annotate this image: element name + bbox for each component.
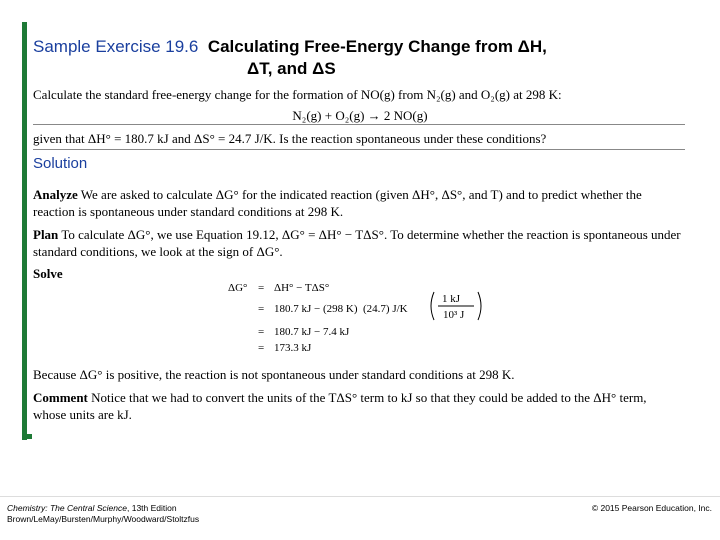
divider-bottom — [33, 149, 685, 150]
accent-bar — [22, 22, 27, 440]
title-line-2: ΔT, and ΔS — [247, 59, 336, 78]
accent-bar-cap — [22, 434, 32, 439]
footer-copyright: © 2015 Pearson Education, Inc. — [591, 503, 712, 513]
calc-row-2-c: 1 kJ — [442, 293, 461, 305]
comment-paragraph — [33, 389, 683, 423]
comment-label: Comment — [33, 390, 88, 405]
calc-row-1: ΔH° − TΔS° — [274, 282, 330, 294]
title-line-1: Calculating Free-Energy Change from ΔH, — [207, 37, 547, 56]
calc-row-4: 173.3 kJ — [274, 342, 312, 354]
calc-row-2-d: 10³ J — [443, 309, 465, 321]
exercise-number: Sample Exercise 19.6 — [33, 37, 199, 56]
calc-eq-4: = — [258, 342, 265, 354]
plan-label: Plan — [33, 227, 59, 242]
solution-heading: Solution — [33, 155, 88, 172]
divider-top — [33, 124, 685, 125]
calc-eq-1: = — [258, 282, 265, 294]
footer-citation — [7, 503, 199, 525]
calc-row-2-a: 180.7 kJ − (298 K) — [274, 303, 358, 315]
footer-divider — [0, 496, 720, 497]
footer-authors: Brown/LeMay/Bursten/Murphy/Woodward/Stoltzfus — [7, 514, 200, 524]
conclusion-text: Because ΔG° is positive, the reaction is not spontaneous under standard conditions at 298 K. — [33, 367, 515, 382]
footer-edition: , 13th Edition — [127, 503, 177, 513]
analyze-text: We are asked to calculate ΔG° for the indicated reaction (given ΔH°, ΔS°, and T) and to predict whether the reaction is spontaneous under standard conditions at 298 K. — [33, 187, 642, 219]
slide-title — [33, 36, 713, 80]
calc-eq-2: = — [258, 303, 265, 315]
free-energy-calculation — [228, 280, 488, 358]
solve-label: Solve — [33, 266, 63, 281]
analyze-label: Analyze — [33, 187, 78, 202]
calc-lhs: ΔG° — [228, 282, 248, 294]
problem-given: given that ΔH° = 180.7 kJ and ΔS° = 24.7 J/K. Is the reaction spontaneous under these conditions? — [33, 131, 547, 146]
plan-paragraph — [33, 226, 683, 260]
plan-text: To calculate ΔG°, we use Equation 19.12, ΔG° = ΔH° − TΔS°. To determine whether the reaction is spontaneous under standard conditions, we look at the sign of ΔG°. — [33, 227, 681, 259]
problem-statement: Calculate the standard free-energy change for the formation of NO(g) from N₂(g) and O₂(g) at 298 K: — [33, 87, 562, 102]
reaction-equation: N₂(g) + O₂(g) → 2 NO(g) — [292, 108, 428, 123]
right-paren — [478, 292, 481, 320]
calc-eq-3: = — [258, 326, 265, 338]
comment-text: Notice that we had to convert the units of the TΔS° term to kJ so that they could be added to the ΔH° term, whose units are kJ. — [33, 390, 647, 422]
calc-row-3: 180.7 kJ − 7.4 kJ — [274, 326, 350, 338]
footer-book-title: Chemistry: The Central Science — [7, 503, 127, 513]
left-paren — [431, 292, 434, 320]
calc-row-2-b: (24.7) J/K — [363, 303, 408, 315]
analyze-paragraph — [33, 186, 683, 220]
